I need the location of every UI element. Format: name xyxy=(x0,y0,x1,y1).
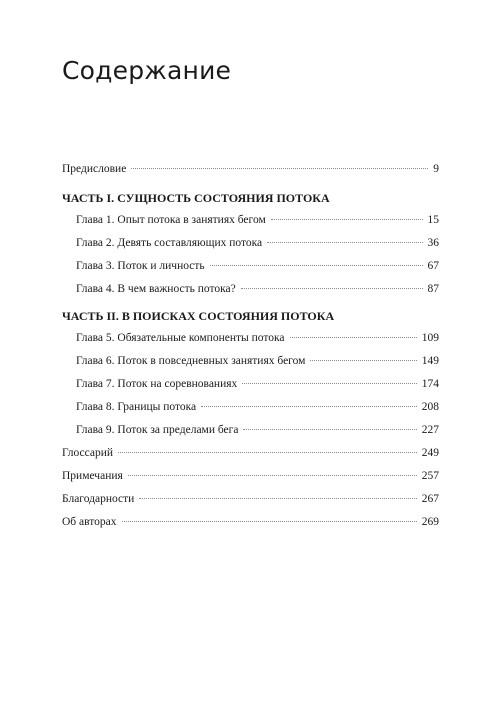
toc-entry-chapter-7[interactable] xyxy=(62,373,439,396)
dot-leader xyxy=(128,475,417,476)
toc-page-number: 109 xyxy=(421,332,439,344)
toc-entry-chapter-5[interactable] xyxy=(62,327,439,350)
table-of-contents xyxy=(62,158,439,534)
toc-entry-label: Глава 8. Границы потока xyxy=(76,401,197,413)
toc-page-number: 87 xyxy=(427,283,439,295)
part-heading-1[interactable]: ЧАСТЬ I. СУЩНОСТЬ СОСТОЯНИЯ ПОТОКА xyxy=(62,191,330,205)
dot-leader xyxy=(201,406,417,407)
dot-leader xyxy=(131,168,428,169)
toc-entry-label: Предисловие xyxy=(62,163,127,175)
toc-entry-label: Глава 9. Поток за пределами бега xyxy=(76,424,239,436)
dot-leader xyxy=(241,288,423,289)
toc-entry-label: Глава 1. Опыт потока в занятиях бегом xyxy=(76,214,266,226)
toc-page-number: 208 xyxy=(421,401,439,413)
dot-leader xyxy=(290,337,417,338)
toc-entry-chapter-2[interactable] xyxy=(62,232,439,255)
toc-entry-label: Глава 4. В чем важность потока? xyxy=(76,283,236,295)
toc-page-number: 257 xyxy=(421,470,439,482)
toc-entry-preface[interactable] xyxy=(62,158,439,181)
toc-entry-label: Глава 3. Поток и личность xyxy=(76,260,205,272)
toc-page-number: 15 xyxy=(427,214,439,226)
toc-entry-label: Примечания xyxy=(62,470,123,482)
toc-entry-acknowledgements[interactable] xyxy=(62,488,439,511)
toc-entry-chapter-6[interactable] xyxy=(62,350,439,373)
toc-entry-chapter-9[interactable] xyxy=(62,419,439,442)
toc-page-number: 267 xyxy=(421,493,439,505)
toc-page-number: 67 xyxy=(427,260,439,272)
toc-page-number: 227 xyxy=(421,424,439,436)
toc-entry-label: Об авторах xyxy=(62,516,117,528)
toc-entry-chapter-1[interactable] xyxy=(62,209,439,232)
toc-entry-label: Глава 2. Девять составляющих потока xyxy=(76,237,263,249)
toc-page-number: 36 xyxy=(427,237,439,249)
toc-entry-label: Глава 6. Поток в повседневных занятиях бегом xyxy=(76,355,306,367)
dot-leader xyxy=(310,360,416,361)
toc-entry-label: Глава 5. Обязательные компоненты потока xyxy=(76,332,285,344)
toc-entry-notes[interactable] xyxy=(62,465,439,488)
toc-entry-label: Глава 7. Поток на соревнованиях xyxy=(76,378,238,390)
dot-leader xyxy=(139,498,416,499)
toc-page-number: 249 xyxy=(421,447,439,459)
toc-entry-chapter-3[interactable] xyxy=(62,255,439,278)
dot-leader xyxy=(122,521,417,522)
toc-entry-chapter-4[interactable] xyxy=(62,278,439,301)
dot-leader xyxy=(242,383,416,384)
toc-page-number: 9 xyxy=(433,163,439,175)
toc-entry-label: Глоссарий xyxy=(62,447,114,459)
dot-leader xyxy=(271,219,423,220)
page-title: Содержание xyxy=(62,56,232,85)
dot-leader xyxy=(243,429,416,430)
toc-entry-about-authors[interactable] xyxy=(62,511,439,534)
toc-page-number: 269 xyxy=(421,516,439,528)
dot-leader xyxy=(267,242,422,243)
dot-leader xyxy=(118,452,417,453)
toc-entry-chapter-8[interactable] xyxy=(62,396,439,419)
toc-page-number: 149 xyxy=(421,355,439,367)
part-heading-2[interactable]: ЧАСТЬ II. В ПОИСКАХ СОСТОЯНИЯ ПОТОКА xyxy=(62,309,335,323)
toc-entry-label: Благодарности xyxy=(62,493,135,505)
dot-leader xyxy=(210,265,423,266)
toc-page-number: 174 xyxy=(421,378,439,390)
toc-entry-glossary[interactable] xyxy=(62,442,439,465)
